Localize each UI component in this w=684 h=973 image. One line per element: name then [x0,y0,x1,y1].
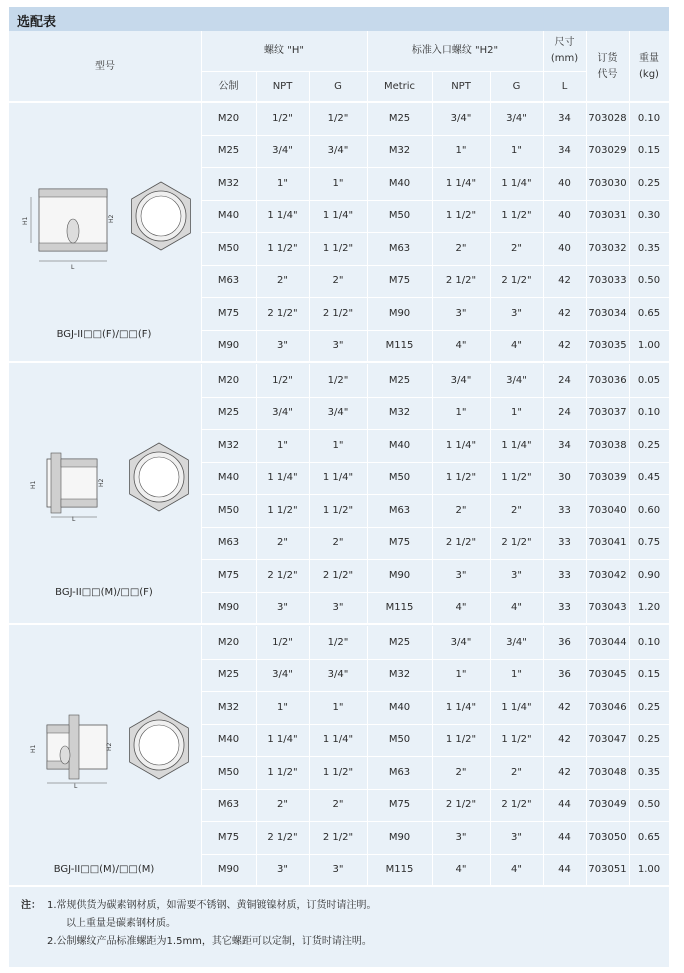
grid-vline [490,71,491,102]
svg-text:L: L [74,783,78,789]
table-cell: 1 1/2" [445,472,477,484]
grid-vline [586,31,587,102]
header-order-code [586,31,629,102]
table-cell: 0.60 [637,504,661,516]
table-cell: 2 1/2" [322,569,354,581]
table-cell: 1 1/4" [501,439,532,451]
table-cell: 0.15 [637,145,661,157]
table-cell: M40 [217,472,240,484]
table-cell: M63 [388,766,411,778]
model-name: BGJ-II□□(F)/□□(F) [56,329,152,340]
table-cell: 42 [558,340,571,352]
table-cell: M32 [217,701,240,713]
table-cell: 0.50 [637,275,661,287]
table-cell: M115 [385,340,414,352]
table-cell: M25 [388,112,411,124]
table-cell: 34 [558,112,571,124]
table-cell: 33 [558,602,571,614]
table-cell: 1" [277,439,288,451]
header-sub-npt2: NPT [451,80,471,92]
table-cell: 44 [558,831,571,843]
table-cell: 3/4" [327,669,349,681]
notes-lead: 注： [21,900,41,911]
table-cell: 1 1/2" [322,766,354,778]
table-cell: 703033 [588,275,627,287]
table-cell: 0.35 [637,242,661,254]
table-cell: 1" [455,407,467,419]
table-cell: M75 [217,307,240,319]
svg-text:H1: H1 [30,480,37,489]
table-cell: 4" [455,602,467,614]
table-cell: M40 [388,177,411,189]
table-cell: M50 [217,242,240,254]
table-cell: M50 [217,504,240,516]
table-cell: 1/2" [327,374,349,386]
header-size [543,31,586,71]
table-cell: 1 1/2" [322,504,354,516]
table-cell: 3" [511,307,522,319]
table-cell: M32 [217,177,240,189]
table-cell: 0.25 [637,177,661,189]
table-cell: 44 [558,799,571,811]
table-cell: 703050 [588,831,627,843]
table-cell: 1 1/2" [445,210,477,222]
grid-hline [201,71,586,72]
table-cell: 1/2" [272,636,293,648]
table-cell: 703030 [588,177,627,189]
table-cell: 0.10 [637,407,661,419]
table-cell: 42 [558,701,571,713]
table-cell: 33 [558,569,571,581]
table-cell: M25 [388,374,411,386]
table-cell: 2" [277,537,288,549]
table-cell: 24 [558,407,571,419]
table-cell: 0.90 [637,569,661,581]
table-cell: 3/4" [450,636,472,648]
table-cell: 1 1/2" [267,504,298,516]
table-cell: 3" [511,831,522,843]
model-name: BGJ-II□□(M)/□□(F) [55,587,153,598]
svg-text:H1: H1 [22,216,29,225]
table-cell: 1 1/2" [267,766,298,778]
table-cell: 3/4" [506,636,527,648]
table-cell: M25 [217,407,240,419]
table-cell: 703040 [588,504,627,516]
table-cell: 2 1/2" [267,307,298,319]
selection-table-sheet [9,7,669,967]
table-cell: 3" [332,602,344,614]
table-cell: 1" [277,701,288,713]
grid-vline [543,31,544,102]
table-cell: 3" [277,340,288,352]
header-sub-g: G [334,80,342,92]
table-cell: M90 [388,307,411,319]
header-sub-l: L [561,80,568,92]
table-cell: 0.50 [637,799,661,811]
end-view-drawing-mf [121,439,197,515]
table-cell: 703042 [588,569,627,581]
table-cell: M75 [388,537,411,549]
table-cell: 44 [558,864,571,876]
table-cell: 0.45 [637,472,661,484]
group-divider [9,885,669,887]
table-cell: 1 1/2" [501,734,532,746]
table-cell: 2" [455,766,467,778]
table-cell: 36 [558,669,571,681]
table-cell: M63 [388,504,411,516]
grid-vline [256,71,257,102]
table-cell: 3" [511,569,522,581]
table-cell: 1" [511,145,522,157]
table-cell: 40 [558,210,571,222]
svg-text:H1: H1 [30,744,37,753]
table-cell: 703034 [588,307,627,319]
table-cell: 1 1/4" [322,472,354,484]
table-cell: 1" [455,669,467,681]
group-divider [9,361,669,363]
model-name: BGJ-II□□(M)/□□(M) [53,864,155,875]
table-cell: 40 [558,242,571,254]
table-cell: 703038 [588,439,627,451]
header-thread-h: 螺纹 "H" [264,45,304,56]
table-cell: 33 [558,537,571,549]
table-cell: 703051 [588,864,627,876]
table-cell: 2" [455,504,467,516]
table-cell: 36 [558,636,571,648]
svg-text:H2: H2 [106,742,113,751]
table-cell: 34 [558,145,571,157]
table-cell: 1 1/4" [445,701,477,713]
table-cell: 0.75 [637,537,661,549]
table-cell: 1 1/4" [267,210,298,222]
table-cell: M115 [385,864,414,876]
side-view-drawing-mf [29,447,114,522]
header-sub-metric_cn: 公制 [218,80,239,92]
table-cell: 3" [455,831,467,843]
table-cell: 3" [332,340,344,352]
table-cell: 40 [558,177,571,189]
table-cell: 4" [455,340,467,352]
table-cell: 1" [511,407,522,419]
table-cell: M50 [217,766,240,778]
table-cell: 0.25 [637,734,661,746]
table-cell: M115 [385,602,414,614]
table-cell: 3/4" [450,112,472,124]
table-cell: 1" [332,701,344,713]
table-cell: 2 1/2" [445,275,477,287]
table-cell: 1 1/4" [267,734,298,746]
table-cell: 0.65 [637,831,661,843]
header-sub-g2: G [512,80,521,92]
table-cell: M63 [217,275,240,287]
table-cell: M90 [217,864,240,876]
table-cell: 2 1/2" [445,537,477,549]
header-size-line1: 尺寸 [554,37,575,48]
table-cell: 2 1/2" [501,799,532,811]
table-cell: M75 [388,275,411,287]
table-cell: M90 [217,340,240,352]
table-cell: 703035 [588,340,627,352]
grid-vline [629,31,630,102]
table-cell: 0.65 [637,307,661,319]
table-cell: 0.15 [637,669,661,681]
table-cell: 3/4" [272,145,293,157]
table-cell: 33 [558,504,571,516]
table-cell: M50 [388,734,411,746]
table-cell: 0.10 [637,636,661,648]
table-cell: M25 [217,145,240,157]
title-bar [9,7,669,31]
table-cell: 703028 [588,112,627,124]
table-cell: 703032 [588,242,627,254]
table-cell: 42 [558,734,571,746]
header-sub-metric: Metric [383,80,416,92]
table-cell: M63 [217,799,240,811]
header-weight-line2: (kg) [639,68,659,80]
table-cell: 2" [277,799,288,811]
table-cell: 703041 [588,537,627,549]
header-sub-npt: NPT [272,80,293,92]
table-cell: 3" [455,307,467,319]
table-cell: 2 1/2" [501,537,532,549]
table-cell: M63 [388,242,411,254]
table-cell: M25 [217,669,240,681]
header-weight [629,31,669,102]
table-cell: 703036 [588,374,627,386]
table-cell: 703039 [588,472,627,484]
table-cell: 1/2" [327,636,349,648]
table-cell: M32 [388,407,411,419]
note-2: 2.公制螺纹产品标准螺距为1.5mm，其它螺距可以定制，订货时请注明。 [47,936,372,947]
table-cell: 42 [558,275,571,287]
table-cell: M32 [388,669,411,681]
table-cell: 703046 [588,701,627,713]
table-cell: 2" [511,504,522,516]
table-cell: M32 [388,145,411,157]
table-cell: 1.00 [637,340,661,352]
table-cell: 24 [558,374,571,386]
table-cell: 0.35 [637,766,661,778]
table-cell: 3" [332,864,344,876]
side-view-drawing-mm [29,707,114,789]
table-cell: 703045 [588,669,627,681]
note-1: 1.常规供货为碳素钢材质，如需要不锈钢、黄铜镀镍材质，订货时请注明。 [47,900,377,911]
table-cell: M32 [217,439,240,451]
table-cell: M20 [217,112,240,124]
table-cell: 1/2" [327,112,349,124]
table-cell: 1/2" [272,112,293,124]
table-cell: 2" [511,242,522,254]
table-cell: M25 [388,636,411,648]
header-thread-h2: 标准入口螺纹 "H2" [411,45,499,56]
table-cell: 4" [455,864,467,876]
table-cell: 703029 [588,145,627,157]
table-cell: 2 1/2" [322,307,354,319]
table-cell: 1 1/4" [267,472,298,484]
table-cell: 3/4" [272,407,293,419]
grid-vline [309,71,310,102]
table-cell: M63 [217,537,240,549]
table-cell: 0.30 [637,210,661,222]
end-view-drawing-mm [121,707,197,783]
table-cell: 703044 [588,636,627,648]
table-cell: 3/4" [450,374,472,386]
header-model: 型号 [95,60,115,72]
table-cell: 1 1/4" [322,210,354,222]
table-cell: 4" [511,602,522,614]
table-cell: 2" [455,242,467,254]
table-cell: 3/4" [506,112,527,124]
header-size-line2: (mm) [550,53,579,64]
table-cell: 0.25 [637,439,661,451]
table-cell: 2 1/2" [267,569,298,581]
table-cell: 30 [558,472,571,484]
table-cell: 2" [332,275,344,287]
table-cell: 2" [332,537,344,549]
table-cell: M90 [217,602,240,614]
table-cell: 2 1/2" [501,275,532,287]
header-weight-line1: 重量 [639,52,659,64]
grid-vline [201,31,202,102]
table-cell: M40 [388,439,411,451]
table-cell: 2 1/2" [322,831,354,843]
table-cell: M50 [388,210,411,222]
table-cell: 1 1/4" [445,177,477,189]
table-cell: 1 1/4" [501,701,532,713]
table-cell: 3/4" [272,669,293,681]
table-cell: M75 [388,799,411,811]
table-cell: 2" [332,799,344,811]
table-cell: 3/4" [327,145,349,157]
table-cell: M20 [217,374,240,386]
table-cell: 1 1/4" [501,177,532,189]
table-cell: 1" [455,145,467,157]
group-divider [9,623,669,625]
table-cell: M90 [388,569,411,581]
table-cell: 4" [511,340,522,352]
table-cell: M40 [217,734,240,746]
table-cell: 3" [277,864,288,876]
table-cell: 1 1/2" [267,242,298,254]
table-cell: 3" [277,602,288,614]
table-cell: 4" [511,864,522,876]
table-cell: 0.25 [637,701,661,713]
table-cell: 3/4" [506,374,527,386]
table-cell: 1 1/2" [445,734,477,746]
table-cell: M20 [217,636,240,648]
table-cell: 1" [511,669,522,681]
table-cell: 0.10 [637,112,661,124]
svg-text:L: L [71,264,75,271]
table-cell: M75 [217,569,240,581]
table-cell: 2 1/2" [445,799,477,811]
table-cell: 1" [332,439,344,451]
table-cell: 2 1/2" [267,831,298,843]
table-cell: 1.00 [637,864,661,876]
table-cell: 703043 [588,602,627,614]
table-cell: 1.20 [637,602,661,614]
note-1b: 以上重量是碳素钢材质。 [66,918,176,929]
table-cell: 42 [558,766,571,778]
table-cell: 1/2" [272,374,293,386]
table-cell: 703037 [588,407,627,419]
table-cell: M50 [388,472,411,484]
table-cell: 703048 [588,766,627,778]
table-cell: 0.05 [637,374,661,386]
table-cell: 1 1/4" [322,734,354,746]
grid-vline [367,31,368,102]
table-cell: 703047 [588,734,627,746]
table-cell: 3/4" [327,407,349,419]
side-view-drawing-ff [21,177,116,272]
table-cell: 34 [558,439,571,451]
table-cell: 703031 [588,210,627,222]
header-order-line2: 代号 [597,68,618,80]
svg-text:H2: H2 [98,478,105,487]
end-view-drawing-ff [124,179,199,254]
notes [21,897,661,951]
header-order-line1: 订货 [597,52,618,64]
table-cell: 2" [511,766,522,778]
table-cell: M40 [388,701,411,713]
table-cell: 1" [277,177,288,189]
table-cell: M40 [217,210,240,222]
table-cell: M75 [217,831,240,843]
grid-vline [432,71,433,102]
page-title: 选配表 [17,15,57,30]
table-cell: 1 1/4" [445,439,477,451]
table-cell: 3" [455,569,467,581]
table-cell: 1 1/2" [501,210,532,222]
table-cell: 1 1/2" [501,472,532,484]
svg-text:H2: H2 [108,214,115,223]
table-cell: 703049 [588,799,627,811]
table-cell: M90 [388,831,411,843]
table-cell: 1 1/2" [322,242,354,254]
table-cell: 42 [558,307,571,319]
table-cell: 2" [277,275,288,287]
table-cell: 1" [332,177,344,189]
svg-text:L: L [72,516,76,522]
